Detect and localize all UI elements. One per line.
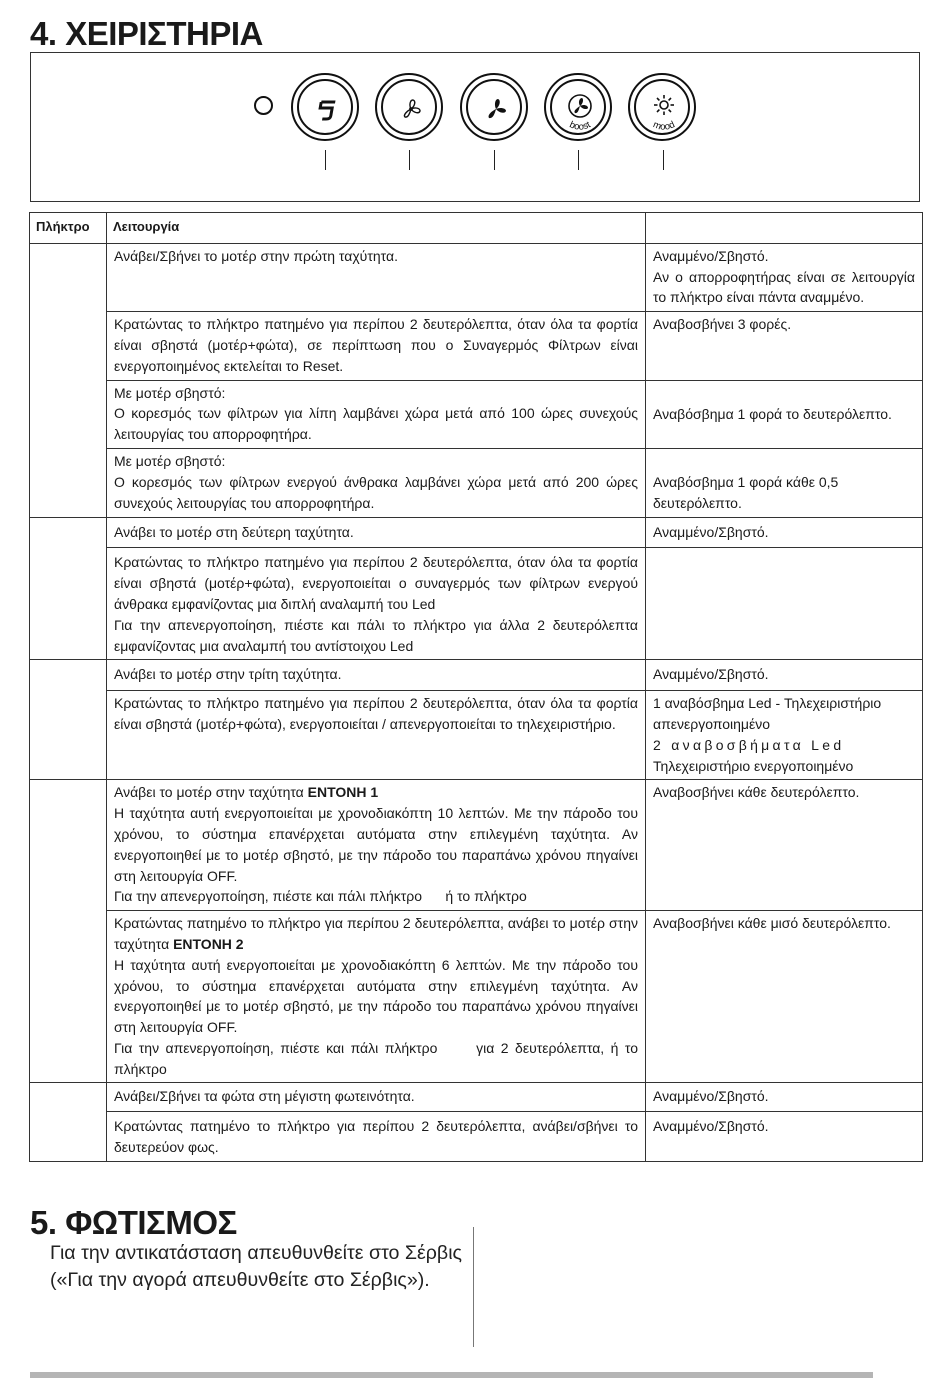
table-row [30, 243, 923, 311]
state-cell: Αναμμένο/Σβηστό. Αν ο απορροφητήρας είναι σε λειτουργία το πλήκτρο είναι πάντα αναμμένο. [646, 243, 923, 311]
fan-speed-2-icon [462, 75, 530, 143]
callout-line [409, 150, 410, 170]
key-cell [30, 660, 107, 780]
callout-line [494, 150, 495, 170]
table-row [30, 911, 923, 1083]
function-cell: Ανάβει/Σβήνει το μοτέρ στην πρώτη ταχύτητα. [107, 243, 646, 311]
light-mood-key[interactable] [628, 73, 696, 141]
header-key: Πλήκτρο [30, 213, 107, 244]
key-cell [30, 517, 107, 660]
lighting-text: Για την αντικατάσταση απευθυνθείτε στο Σέρβις («Για την αγορά απευθυνθείτε στο Σέρβις»). [50, 1242, 462, 1291]
section-4-title: 4. ΧΕΙΡΙΣΤΗΡΙΑ [30, 15, 263, 52]
state-cell: Αναβοσβήνει κάθε μισό δευτερόλεπτο. [646, 911, 923, 1083]
function-cell: Ανάβει το μοτέρ στην τρίτη ταχύτητα. [107, 660, 646, 691]
state-cell: Αναμμένο/Σβηστό. [646, 660, 923, 691]
state-cell: Αναμμένο/Σβηστό. [646, 1112, 923, 1162]
table-row [30, 448, 923, 517]
state-cell: Αναβοσβήνει κάθε δευτερόλεπτο. [646, 780, 923, 911]
header-function: Λειτουργία [107, 213, 646, 244]
svg-text:mood: mood [651, 119, 677, 133]
state-cell: Αναβόσβημα 1 φορά το δευτερόλεπτο. [646, 380, 923, 448]
callout-line [663, 150, 664, 170]
state-cell: Αναβοσβήνει 3 φορές. [646, 312, 923, 380]
table-row [30, 517, 923, 548]
table-row [30, 312, 923, 380]
callout-line [578, 150, 579, 170]
function-cell: Κρατώντας το πλήκτρο πατημένο για περίπου 2 δευτερόλεπτα, όταν όλα τα φορτία είναι σβηστά (μοτέρ+φώτα), ενεργοποιείται ο συναγερμός των φίλτρων ενεργού άνθρακα εμφανίζοντας μια διπλή αναλαμπή του Led Για την απενεργοποίηση, πιέστε και πάλι το πλήκτρο για άλλα 2 δευτερόλεπτα εμφανίζοντας μια αναλαμπή του αντίστοιχου Led [107, 548, 646, 660]
table-row [30, 660, 923, 691]
table-row [30, 1112, 923, 1162]
key-cell [30, 780, 107, 1083]
function-cell: Κρατώντας πατημένο το πλήκτρο για περίπου 2 δευτερόλεπτα, ανάβει/σβήνει το δευτερεύον φως. [107, 1112, 646, 1162]
column-divider [473, 1227, 474, 1347]
mood-label [630, 75, 698, 143]
fan-speed-1-key[interactable] [375, 73, 443, 141]
key-cell [30, 243, 107, 517]
key-cell [30, 1083, 107, 1161]
function-cell: Με μοτέρ σβηστό: Ο κορεσμός των φίλτρων ενεργού άνθρακα λαμβάνει χώρα μετά από 200 ώρες συνεχούς λειτουργίας του απορροφητήρα. [107, 448, 646, 517]
table-header-row [30, 213, 923, 244]
table-row [30, 548, 923, 660]
function-cell: Ανάβει το μοτέρ στη δεύτερη ταχύτητα. [107, 517, 646, 548]
table-row [30, 1083, 923, 1112]
section-5-title: 5. ΦΩΤΙΣΜΟΣ [30, 1204, 237, 1241]
table-row [30, 780, 923, 911]
table-row [30, 380, 923, 448]
function-cell: Κρατώντας πατημένο το πλήκτρο για περίπου 2 δευτερόλεπτα, ανάβει το μοτέρ στην ταχύτητα ΕΝΤΟΝΗ 2 Η ταχύτητα αυτή ενεργοποιείται με χρονοδιακόπτη 6 λεπτών. Με την πάροδο του χρόνου, το σύστημα επανέρχεται αυτόματα στην επιλεγμένη ταχύτητα. Αν ενεργοποιηθεί με το μοτέρ σβηστό, με την πάροδο του παραπάνω χρόνου πηγαίνει στη λειτουργία OFF. Για την απενεργοποίηση, πιέστε και πάλι πλήκτρο για 2 δευτερόλεπτα, ή το πλήκτρο [107, 911, 646, 1083]
fan-boost-key[interactable] [544, 73, 612, 141]
callout-line [325, 150, 326, 170]
boost-label [546, 75, 614, 143]
control-panel-diagram [30, 52, 920, 202]
state-cell: 1 αναβόσβημα Led - Τηλεχειριστήριο απενεργοποιημένο 2 αναβοσβήματα Led Τηλεχειριστήριο ενεργοποιημένο [646, 691, 923, 780]
header-state [646, 213, 923, 244]
state-cell: Αναμμένο/Σβηστό. [646, 517, 923, 548]
state-cell [646, 548, 923, 660]
function-cell: Κρατώντας το πλήκτρο πατημένο για περίπου 2 δευτερόλεπτα, όταν όλα τα φορτία είναι σβηστά (μοτέρ+φώτα), σε περίπτωση που ο Συναγερμός Φίλτρων είναι ενεργοποιημένος εκτελείται το Reset. [107, 312, 646, 380]
status-led-indicator [254, 96, 273, 115]
svg-text:boost: boost [567, 119, 593, 133]
table-row [30, 691, 923, 780]
function-cell: Κρατώντας το πλήκτρο πατημένο για περίπου 2 δευτερόλεπτα, όταν όλα τα φορτία είναι σβηστά (μοτέρ+φώτα), ενεργοποιείται / απενεργοποιείται το τηλεχειριστήριο. [107, 691, 646, 780]
fan-speed-1-icon [377, 75, 445, 143]
state-cell: Αναβόσβημα 1 φορά κάθε 0,5 δευτερόλεπτο. [646, 448, 923, 517]
function-cell: Ανάβει το μοτέρ στην ταχύτητα ΕΝΤΟΝΗ 1 Η ταχύτητα αυτή ενεργοποιείται με χρονοδιακόπτη 10 λεπτών. Με την πάροδο του χρόνου, το σύστημα επανέρχεται αυτόματα στην επιλεγμένη ταχύτητα. Αν ενεργοποιηθεί με το μοτέρ σβηστό, με την πάροδο του παραπάνω χρόνου πηγαίνει στη λειτουργία OFF. Για την απενεργοποίηση, πιέστε και πάλι πλήκτρο ή το πλήκτρο [107, 780, 646, 911]
function-cell: Ανάβει/Σβήνει τα φώτα στη μέγιστη φωτεινότητα. [107, 1083, 646, 1112]
function-cell: Με μοτέρ σβηστό: Ο κορεσμός των φίλτρων για λίπη λαμβάνει χώρα μετά από 100 ώρες συνεχούς λειτουργίας του απορροφητήρα. [107, 380, 646, 448]
controls-table [29, 212, 923, 1162]
fan-speed-2-key[interactable] [460, 73, 528, 141]
footer-bar [30, 1372, 873, 1378]
grease-filter-icon [293, 75, 361, 143]
state-cell: Αναμμένο/Σβηστό. [646, 1083, 923, 1112]
grease-filter-key[interactable] [291, 73, 359, 141]
